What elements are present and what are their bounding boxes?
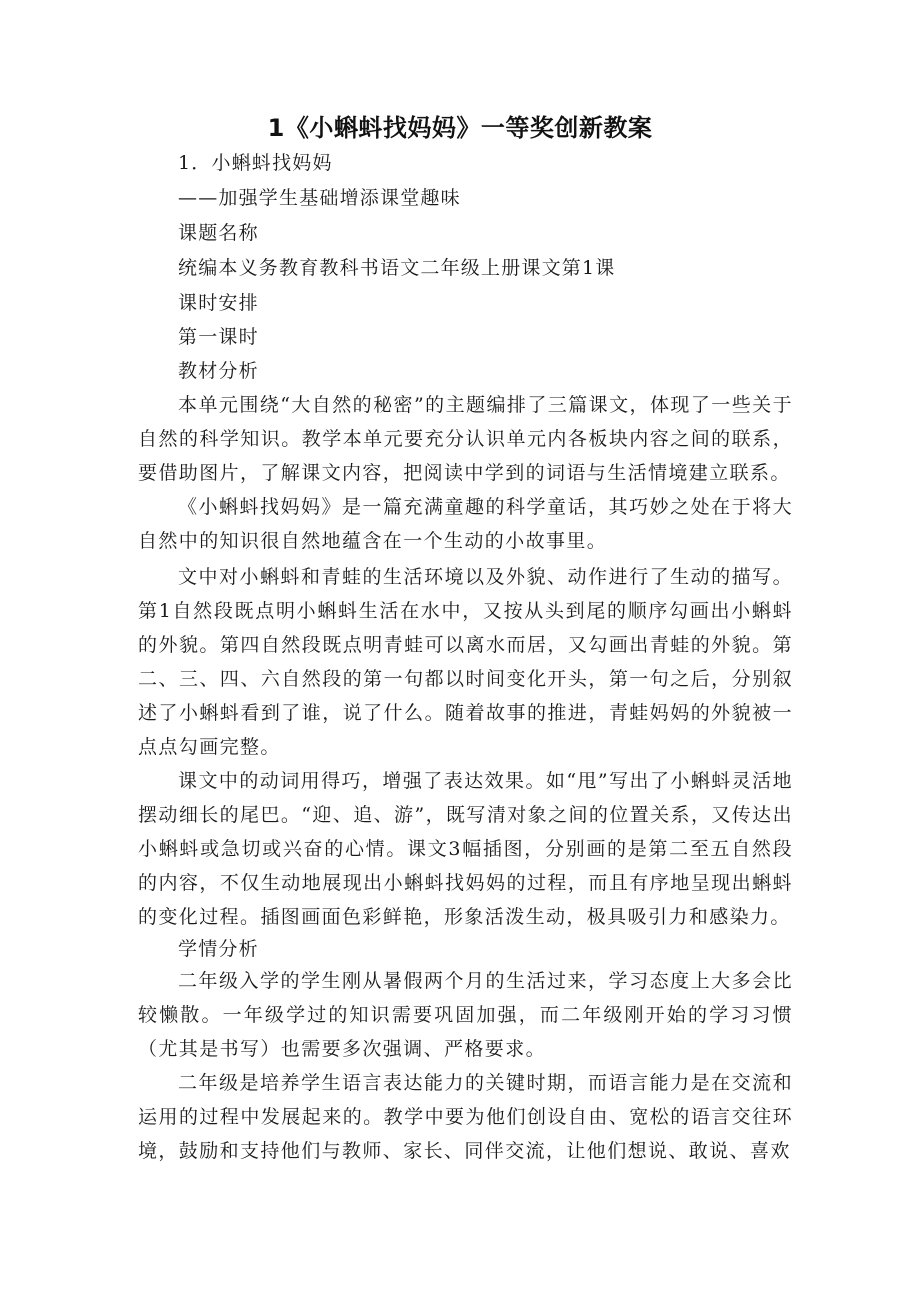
paragraph-description-analysis: 文中对小蝌蚪和青蛙的生活环境以及外貌、动作进行了生动的描写。第1自然段既点明小蝌蚪生活在水中，又按从头到尾的顺序勾画出小蝌蚪的外貌。第四自然段既点明青蛙可以离水而居，又勾画出青蛙的外貌。第二、三、四、六自然段的第一句都以时间变化开头，第一句之后，分别叙述了小蝌蚪看到了谁，说了什么。随着故事的推进，青蛙妈妈的外貌被一点点勾画完整。 bbox=[138, 566, 793, 758]
topic-name-label: 课题名称 bbox=[178, 222, 259, 244]
paragraph-unit-overview: 本单元围绕“大自然的秘密”的主题编排了三篇课文，体现了一些关于自然的科学知识。教学本单元要充分认识单元内各板块内容之间的联系，要借助图片，了解课文内容，把阅读中学到的词语与生活情境建立联系。 bbox=[138, 394, 793, 484]
schedule-value: 第一课时 bbox=[178, 326, 259, 348]
topic-name-value: 统编本义务教育教科书语文二年级上册课文第1课 bbox=[178, 257, 616, 279]
paragraph-language-development: 二年级是培养学生语言表达能力的关键时期，而语言能力是在交流和运用的过程中发展起来的。教学中要为他们创设自由、宽松的语言交往环境，鼓励和支持他们与教师、家长、同伴交流，让他们想说、敢说、喜欢 bbox=[138, 1072, 793, 1162]
paragraph-student-attitude: 二年级入学的学生刚从暑假两个月的生活过来，学习态度上大多会比较懒散。一年级学过的知识需要巩固加强，而二年级刚开始的学习习惯（尤其是书写）也需要多次强调、严格要求。 bbox=[138, 970, 793, 1060]
lesson-subtitle: ——加强学生基础增添课堂趣味 bbox=[178, 187, 461, 209]
schedule-label: 课时安排 bbox=[178, 292, 259, 314]
document-title: 1《小蝌蚪找妈妈》一等奖创新教案 bbox=[267, 114, 653, 142]
student-analysis-heading: 学情分析 bbox=[178, 938, 259, 960]
paragraph-text-intro: 《小蝌蚪找妈妈》是一篇充满童趣的科学童话，其巧妙之处在于将大自然中的知识很自然地蕴含在一个生动的小故事里。 bbox=[138, 496, 793, 552]
material-analysis-heading: 教材分析 bbox=[178, 360, 259, 382]
lesson-number-title: 1．小蝌蚪找妈妈 bbox=[178, 152, 333, 174]
paragraph-verbs-and-illustrations: 课文中的动词用得巧，增强了表达效果。如“甩”写出了小蝌蚪灵活地摆动细长的尾巴。“迎、追、游”，既写清对象之间的位置关系，又传达出小蝌蚪或急切或兴奋的心情。课文3幅插图，分别画的是第二至五自然段的内容，不仅生动地展现出小蝌蚪找妈妈的过程，而且有序地呈现出蝌蚪的变化过程。插图画面色彩鲜艳，形象活泼生动，极具吸引力和感染力。 bbox=[138, 770, 793, 928]
